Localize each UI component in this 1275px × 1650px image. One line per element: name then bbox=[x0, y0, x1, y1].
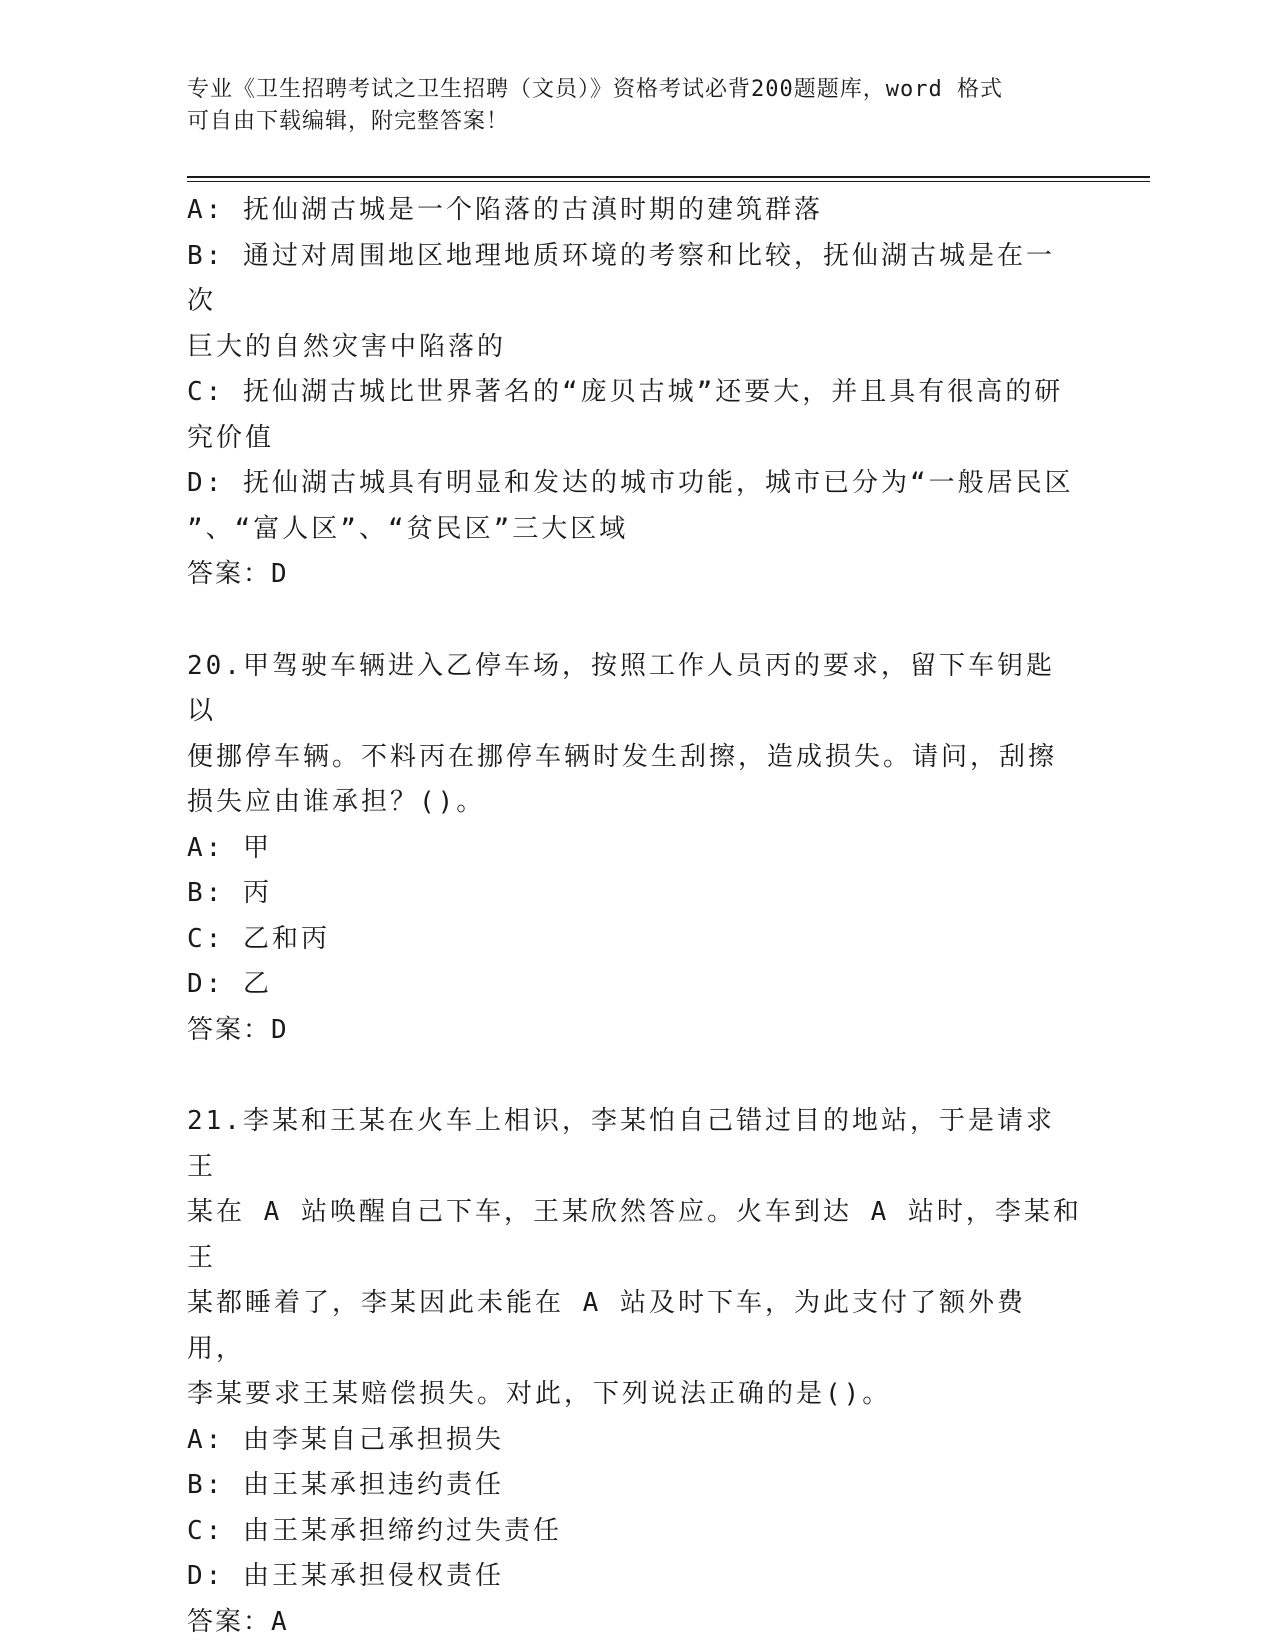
question-stem-continued: 李某要求王某赔偿损失。对此，下列说法正确的是()。 bbox=[187, 1379, 892, 1409]
header-title-line: 专业《卫生招聘考试之卫生招聘（文员）》资格考试必背200题题库，word 格式 bbox=[187, 77, 1003, 102]
question-20-block bbox=[187, 644, 1082, 1054]
option-c: C: 乙和丙 bbox=[187, 923, 330, 954]
question-stem: 21.李某和王某在火车上相识，李某怕自己错过目的地站，于是请求王 bbox=[187, 1106, 1055, 1182]
option-d: D: 抚仙湖古城具有明显和发达的城市功能，城市已分为“一般居民区 bbox=[187, 468, 1074, 498]
option-b-continued: 巨大的自然灾害中陷落的 bbox=[187, 331, 507, 362]
option-c: C: 抚仙湖古城比世界著名的“庞贝古城”还要大，并且具有很高的研 bbox=[187, 377, 1064, 407]
answer-line: 答案：D bbox=[187, 559, 289, 589]
option-c: C: 由王某承担缔约过失责任 bbox=[187, 1515, 562, 1546]
question-stem-continued: 某都睡着了，李某因此未能在 A 站及时下车，为此支付了额外费用， bbox=[187, 1288, 1026, 1364]
answer-line: 答案：A bbox=[187, 1606, 289, 1637]
question-stem-continued: 损失应由谁承担？()。 bbox=[187, 787, 486, 817]
question-stem: 20.甲驾驶车辆进入乙停车场，按照工作人员丙的要求，留下车钥匙以 bbox=[187, 650, 1055, 726]
question-19-block bbox=[187, 188, 1082, 598]
option-a: A: 抚仙湖古城是一个陷落的古滇时期的建筑群落 bbox=[187, 195, 823, 225]
spacer bbox=[187, 598, 1082, 644]
header-subtitle-line: 可自由下载编辑，附完整答案！ bbox=[187, 109, 510, 134]
option-a: A: 由李某自己承担损失 bbox=[187, 1424, 504, 1455]
option-b: B: 丙 bbox=[187, 878, 272, 908]
option-d: D: 乙 bbox=[187, 969, 272, 999]
page-header bbox=[187, 74, 1067, 138]
spacer bbox=[187, 1053, 1082, 1099]
option-d-continued: ”、“富人区”、“贫民区”三大区域 bbox=[187, 513, 629, 544]
option-b: B: 通过对周围地区地理地质环境的考察和比较，抚仙湖古城是在一次 bbox=[187, 240, 1055, 316]
header-divider-thin bbox=[187, 181, 1150, 182]
option-c-continued: 究价值 bbox=[187, 422, 275, 453]
option-d: D: 由王某承担侵权责任 bbox=[187, 1561, 504, 1591]
header-divider-thick bbox=[187, 176, 1150, 178]
option-b: B: 由王某承担违约责任 bbox=[187, 1470, 504, 1500]
answer-line: 答案：D bbox=[187, 1014, 289, 1045]
question-21-block bbox=[187, 1099, 1082, 1645]
option-a: A: 甲 bbox=[187, 832, 272, 863]
question-stem-continued: 便挪停车辆。不料丙在挪停车辆时发生刮擦，造成损失。请问，刮擦 bbox=[187, 741, 1058, 772]
question-stem-continued: 某在 A 站唤醒自己下车，王某欣然答应。火车到达 A 站时，李某和王 bbox=[187, 1197, 1082, 1273]
document-body bbox=[187, 188, 1082, 1645]
